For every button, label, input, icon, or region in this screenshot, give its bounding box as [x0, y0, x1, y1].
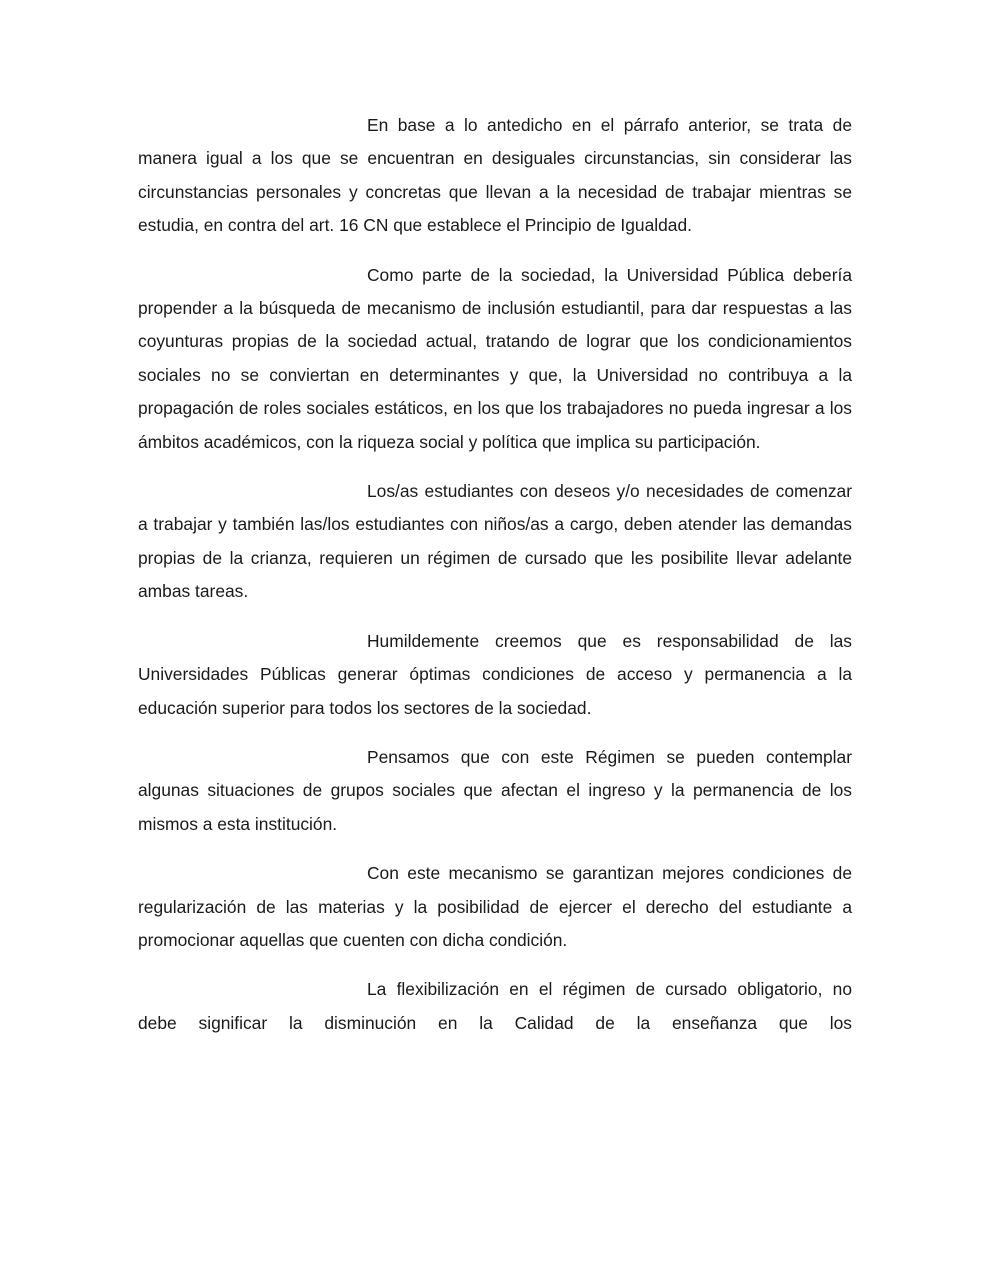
paragraph-regimen-grupos-sociales: Pensamos que con este Régimen se pueden contemplar algunas situaciones de grupos sociales que afectan el ingreso y la permanencia de los mismos a esta institución.	[138, 746, 852, 834]
paragraph-flexibilizacion-cursado: La flexibilización en el régimen de cursado obligatorio, no debe significar la disminución en la Calidad de la enseñanza que los	[138, 979, 852, 1033]
paragraph-estudiantes-trabajadores: Los/as estudiantes con deseos y/o necesidades de comenzar a trabajar y también las/los estudiantes con niños/as a cargo, deben atender las demandas propias de la crianza, requieren un régimen de cursado que les posibilite llevar adelante ambas tareas.	[138, 481, 852, 602]
paragraph-universidad-publica: Como parte de la sociedad, la Universidad Pública debería propender a la búsqueda de mecanismo de inclusión estudiantil, para dar respuestas a las coyunturas propias de la sociedad actual, tratando de lograr que los condicionamientos sociales no se conviertan en determinantes y que, la Universidad no contribuya a la propagación de roles sociales estáticos, en los que los trabajadores no pueda ingresar a los ámbitos académicos, con la riqueza social y política que implica su participación.	[138, 264, 852, 452]
paragraph-responsabilidad-universidades: Humildemente creemos que es responsabilidad de las Universidades Públicas generar óptimas condiciones de acceso y permanencia a la educación superior para todos los sectores de la sociedad.	[138, 630, 852, 718]
paragraph-mecanismo-regularizacion: Con este mecanismo se garantizan mejores condiciones de regularización de las materias y la posibilidad de ejercer el derecho del estudiante a promocionar aquellas que cuenten con dicha condición.	[138, 863, 852, 950]
document-body	[138, 109, 852, 1040]
paragraph-principio-igualdad: En base a lo antedicho en el párrafo anterior, se trata de manera igual a los que se encuentran en desiguales circunstancias, sin considerar las circunstancias personales y concretas que llevan a la necesidad de trabajar mientras se estudia, en contra del art. 16 CN que establece el Principio de Igualdad.	[138, 115, 852, 236]
